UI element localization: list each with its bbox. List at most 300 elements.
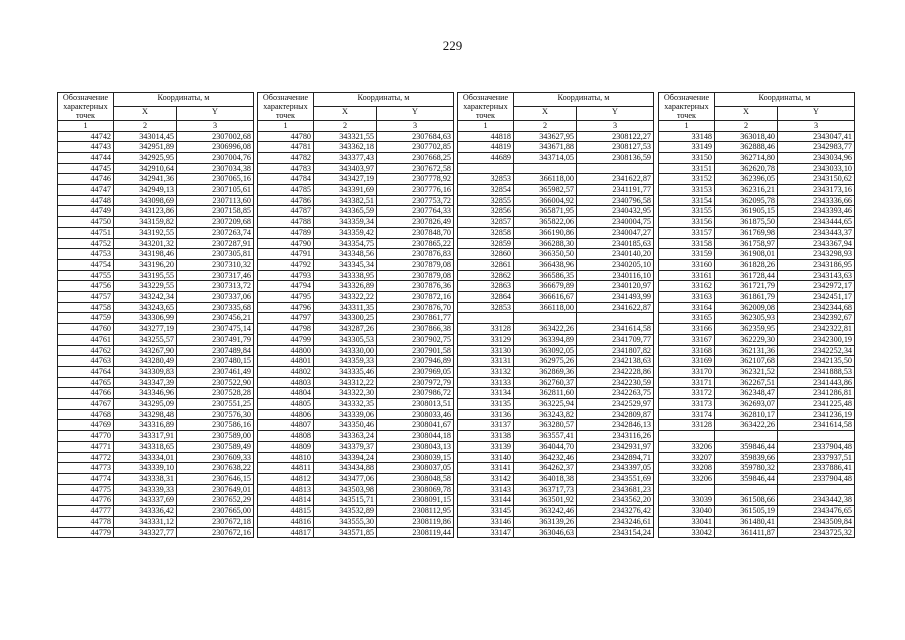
y-cell: 2307652,29 (177, 495, 254, 506)
x-cell: 362811,60 (514, 388, 577, 399)
x-cell: 361505,19 (715, 506, 778, 517)
y-cell: 2343442,38 (778, 495, 855, 506)
x-cell: 365871,95 (514, 206, 577, 217)
point-id-cell: 44763 (58, 356, 114, 367)
x-cell: 343503,98 (314, 484, 377, 495)
column-number-row (258, 121, 454, 132)
x-cell: 343317,91 (114, 431, 177, 442)
x-cell: 343201,32 (114, 238, 177, 249)
table-row (58, 506, 254, 517)
x-cell: 362760,37 (514, 377, 577, 388)
y-cell: 2343509,84 (778, 516, 855, 527)
y-cell: 2307576,30 (177, 409, 254, 420)
y-cell: 2308033,46 (377, 409, 454, 420)
x-header: X (114, 107, 177, 121)
y-cell: 2307528,28 (177, 388, 254, 399)
table-row (659, 495, 855, 506)
x-cell: 343427,19 (314, 174, 377, 185)
page-number: 229 (442, 38, 463, 53)
point-id-cell: 33206 (659, 441, 715, 452)
point-id-cell: 33146 (458, 516, 514, 527)
y-cell: 2337886,41 (778, 463, 855, 474)
y-cell: 2308048,58 (377, 474, 454, 485)
x-cell: 363225,94 (514, 399, 577, 410)
point-id-cell: 44746 (58, 174, 114, 185)
y-cell: 2307876,70 (377, 302, 454, 313)
column-number: 2 (314, 121, 377, 132)
x-cell: 343359,33 (314, 356, 377, 367)
point-id-cell: 44795 (258, 292, 314, 303)
table-row (458, 356, 654, 367)
table-row (58, 270, 254, 281)
point-id-cell: 33152 (659, 174, 715, 185)
y-cell: 2342300,19 (778, 334, 855, 345)
y-cell: 2307872,16 (377, 292, 454, 303)
point-id-cell: 33151 (659, 163, 715, 174)
column-number: 1 (659, 121, 715, 132)
table-row (458, 388, 654, 399)
point-id-cell: 44791 (258, 249, 314, 260)
x-cell: 343362,18 (314, 142, 377, 153)
y-cell: 2340140,20 (577, 249, 654, 260)
table-row (659, 356, 855, 367)
x-cell: 343287,26 (314, 324, 377, 335)
table-row (58, 474, 254, 485)
y-cell: 2343393,46 (778, 206, 855, 217)
point-id-cell: 44689 (458, 152, 514, 163)
x-cell: 365982,57 (514, 185, 577, 196)
x-cell: 366118,00 (514, 174, 577, 185)
point-id-cell: 44812 (258, 474, 314, 485)
x-cell: 366004,92 (514, 195, 577, 206)
table-row (58, 388, 254, 399)
y-cell: 2342529,97 (577, 399, 654, 410)
x-cell: 343555,30 (314, 516, 377, 527)
table-row (659, 452, 855, 463)
table-row (58, 292, 254, 303)
point-id-cell: 44767 (58, 399, 114, 410)
table-row (458, 463, 654, 474)
table-row (659, 302, 855, 313)
y-cell: 2342228,86 (577, 366, 654, 377)
point-id-cell: 44769 (58, 420, 114, 431)
y-cell: 2307879,08 (377, 270, 454, 281)
y-cell: 2307638,22 (177, 463, 254, 474)
y-cell (778, 484, 855, 495)
point-id-cell: 44782 (258, 152, 314, 163)
x-cell: 343332,35 (314, 399, 377, 410)
y-cell: 2341622,87 (577, 302, 654, 313)
table-row (258, 334, 454, 345)
table-row (659, 270, 855, 281)
column-number: 3 (177, 121, 254, 132)
column-number: 1 (58, 121, 114, 132)
table-row (659, 131, 855, 142)
x-cell: 343365,59 (314, 206, 377, 217)
x-cell: 343014,45 (114, 131, 177, 142)
table-row (659, 441, 855, 452)
table-row (659, 281, 855, 292)
x-cell: 343338,31 (114, 474, 177, 485)
y-cell: 2308069,78 (377, 484, 454, 495)
point-id-cell: 44758 (58, 302, 114, 313)
table-row (58, 131, 254, 142)
x-cell: 343339,06 (314, 409, 377, 420)
point-id-cell: 32856 (458, 206, 514, 217)
table-row (659, 463, 855, 474)
table-row (659, 249, 855, 260)
point-id-cell: 44801 (258, 356, 314, 367)
x-cell: 362714,80 (715, 152, 778, 163)
y-cell: 2343725,32 (778, 527, 855, 538)
table-row (458, 270, 654, 281)
y-cell: 2341493,99 (577, 292, 654, 303)
x-cell: 343339,33 (114, 484, 177, 495)
point-id-cell: 44792 (258, 259, 314, 270)
x-cell: 361875,50 (715, 217, 778, 228)
y-cell: 2341286,81 (778, 388, 855, 399)
point-id-cell: 33208 (659, 463, 715, 474)
y-header: Y (577, 107, 654, 121)
x-cell: 361861,79 (715, 292, 778, 303)
point-id-cell: 33172 (659, 388, 715, 399)
y-cell: 2307313,72 (177, 281, 254, 292)
table-row (58, 431, 254, 442)
y-cell: 2340205,10 (577, 259, 654, 270)
y-cell: 2307310,32 (177, 259, 254, 270)
point-id-cell: 33141 (458, 463, 514, 474)
x-cell: 343196,20 (114, 259, 177, 270)
point-id-cell: 33142 (458, 474, 514, 485)
y-cell: 2307456,21 (177, 313, 254, 324)
y-cell: 2308044,18 (377, 431, 454, 442)
table-row (458, 227, 654, 238)
point-id-cell: 44784 (258, 174, 314, 185)
point-id-cell: 33174 (659, 409, 715, 420)
table-row (458, 334, 654, 345)
y-cell: 2308112,95 (377, 506, 454, 517)
point-id-cell: 44762 (58, 345, 114, 356)
point-id-cell: 44787 (258, 206, 314, 217)
point-id-cell: 44752 (58, 238, 114, 249)
x-cell: 343327,77 (114, 527, 177, 538)
x-cell: 343229,55 (114, 281, 177, 292)
x-cell: 343434,88 (314, 463, 377, 474)
table-row (258, 527, 454, 538)
table-row (258, 495, 454, 506)
y-cell: 2343034,96 (778, 152, 855, 163)
table-row (458, 292, 654, 303)
point-id-cell: 33040 (659, 506, 715, 517)
column-number: 3 (377, 121, 454, 132)
column-number: 2 (114, 121, 177, 132)
point-id-cell: 33130 (458, 345, 514, 356)
y-cell: 2308127,53 (577, 142, 654, 153)
table-row (258, 484, 454, 495)
column-number-row (58, 121, 254, 132)
point-id-cell: 44742 (58, 131, 114, 142)
table-row (458, 185, 654, 196)
point-id-cell: 33129 (458, 334, 514, 345)
table-row (258, 463, 454, 474)
point-designation-header: Обозначение характерных точек (58, 93, 114, 121)
point-id-cell: 44744 (58, 152, 114, 163)
y-cell: 2307263,74 (177, 227, 254, 238)
point-id-cell: 32854 (458, 185, 514, 196)
point-id-cell: 32861 (458, 259, 514, 270)
point-id-cell: 44785 (258, 185, 314, 196)
y-cell: 2308013,51 (377, 399, 454, 410)
x-cell: 343316,89 (114, 420, 177, 431)
x-header: X (715, 107, 778, 121)
y-cell: 2342392,67 (778, 313, 855, 324)
header-row (58, 93, 254, 107)
point-id-cell: 44793 (258, 270, 314, 281)
table-row (659, 152, 855, 163)
table-row (58, 484, 254, 495)
table-row (58, 281, 254, 292)
table-row (458, 345, 654, 356)
point-id-cell: 44813 (258, 484, 314, 495)
y-cell: 2340004,75 (577, 217, 654, 228)
x-cell: 363394,89 (514, 334, 577, 345)
table-row (458, 195, 654, 206)
point-id-cell: 32859 (458, 238, 514, 249)
table-row (58, 302, 254, 313)
point-id-cell: 33171 (659, 377, 715, 388)
point-id-cell: 32857 (458, 217, 514, 228)
y-cell: 2307901,58 (377, 345, 454, 356)
x-cell: 366118,00 (514, 302, 577, 313)
y-cell: 2307776,16 (377, 185, 454, 196)
point-id-cell: 44778 (58, 516, 114, 527)
table-row (458, 131, 654, 142)
y-cell: 2307946,89 (377, 356, 454, 367)
column-number: 1 (258, 121, 314, 132)
x-cell: 361758,97 (715, 238, 778, 249)
x-cell: 343321,55 (314, 131, 377, 142)
point-id-cell: 44743 (58, 142, 114, 153)
table-row (458, 399, 654, 410)
x-cell: 343346,96 (114, 388, 177, 399)
table-row (258, 142, 454, 153)
y-cell: 2307764,33 (377, 206, 454, 217)
table-row (58, 377, 254, 388)
table-row (58, 420, 254, 431)
coordinates-header: Координаты, м (114, 93, 254, 107)
point-id-cell: 44770 (58, 431, 114, 442)
x-cell: 362095,78 (715, 195, 778, 206)
table-row (458, 313, 654, 324)
point-id-cell: 33131 (458, 356, 514, 367)
point-id-cell: 44806 (258, 409, 314, 420)
y-cell: 2307475,14 (177, 324, 254, 335)
x-header: X (314, 107, 377, 121)
point-id-cell: 33149 (659, 142, 715, 153)
table-row (659, 238, 855, 249)
table-row (58, 174, 254, 185)
x-cell: 361728,44 (715, 270, 778, 281)
point-id-cell: 33159 (659, 249, 715, 260)
table-row (258, 441, 454, 452)
point-id-cell: 44814 (258, 495, 314, 506)
x-cell: 343363,24 (314, 431, 377, 442)
x-cell: 343322,22 (314, 292, 377, 303)
table-row (659, 484, 855, 495)
point-id-cell: 32858 (458, 227, 514, 238)
table-row (659, 334, 855, 345)
header-row (258, 93, 454, 107)
table-row (258, 185, 454, 196)
table-row (659, 516, 855, 527)
coordinates-table (57, 92, 254, 538)
x-cell: 342941,36 (114, 174, 177, 185)
point-id-cell: 33138 (458, 431, 514, 442)
y-cell: 2307589,49 (177, 441, 254, 452)
point-id-cell: 44781 (258, 142, 314, 153)
y-cell: 2343033,10 (778, 163, 855, 174)
table-row (58, 399, 254, 410)
table-row (258, 345, 454, 356)
x-cell (514, 163, 577, 174)
table-row (458, 366, 654, 377)
point-id-cell: 33039 (659, 495, 715, 506)
x-cell: 366438,96 (514, 259, 577, 270)
table-row (659, 217, 855, 228)
x-cell: 362107,68 (715, 356, 778, 367)
x-cell: 343330,00 (314, 345, 377, 356)
table-row (258, 409, 454, 420)
point-id-cell: 33161 (659, 270, 715, 281)
point-id-cell: 44745 (58, 163, 114, 174)
point-id-cell: 44798 (258, 324, 314, 335)
point-id-cell: 33135 (458, 399, 514, 410)
table-row (258, 270, 454, 281)
table-row (258, 302, 454, 313)
x-cell: 343306,99 (114, 313, 177, 324)
point-id-cell: 44777 (58, 506, 114, 517)
table-row (458, 206, 654, 217)
table-row (659, 292, 855, 303)
table-row (258, 281, 454, 292)
point-id-cell: 44811 (258, 463, 314, 474)
y-cell: 2307609,33 (177, 452, 254, 463)
y-cell: 2307209,68 (177, 217, 254, 228)
y-cell: 2343143,63 (778, 270, 855, 281)
point-id-cell: 33166 (659, 324, 715, 335)
table-row (258, 163, 454, 174)
x-cell: 342951,89 (114, 142, 177, 153)
x-cell: 343298,48 (114, 409, 177, 420)
y-cell: 2308119,86 (377, 516, 454, 527)
point-id-cell: 33168 (659, 345, 715, 356)
y-cell: 2343681,23 (577, 484, 654, 495)
x-cell: 362888,46 (715, 142, 778, 153)
table-row (258, 324, 454, 335)
coordinates-header: Координаты, м (715, 93, 855, 107)
x-cell: 343394,24 (314, 452, 377, 463)
table-row (659, 206, 855, 217)
y-cell: 2307753,72 (377, 195, 454, 206)
x-cell: 361908,01 (715, 249, 778, 260)
point-id-cell: 33163 (659, 292, 715, 303)
x-cell: 343347,39 (114, 377, 177, 388)
table-row (458, 420, 654, 431)
x-cell: 362620,78 (715, 163, 778, 174)
table-row (458, 217, 654, 228)
column-number: 3 (778, 121, 855, 132)
point-id-cell: 44788 (258, 217, 314, 228)
x-cell: 361411,87 (715, 527, 778, 538)
point-id-cell: 33042 (659, 527, 715, 538)
y-cell: 2308091,15 (377, 495, 454, 506)
x-cell: 363501,92 (514, 495, 577, 506)
x-cell: 343345,34 (314, 259, 377, 270)
x-cell: 362975,26 (514, 356, 577, 367)
table-row (458, 377, 654, 388)
y-cell: 2340432,95 (577, 206, 654, 217)
point-id-cell: 44818 (458, 131, 514, 142)
table-row (258, 431, 454, 442)
point-id-cell: 44751 (58, 227, 114, 238)
point-id-cell: 33154 (659, 195, 715, 206)
point-id-cell: 33150 (659, 152, 715, 163)
y-cell: 2307876,36 (377, 281, 454, 292)
point-id-cell: 33155 (659, 206, 715, 217)
y-cell: 2341443,86 (778, 377, 855, 388)
point-id-cell: 44819 (458, 142, 514, 153)
column-number-row (458, 121, 654, 132)
table-row (58, 345, 254, 356)
y-cell: 2337937,51 (778, 452, 855, 463)
table-row (458, 441, 654, 452)
table-row (258, 259, 454, 270)
point-id-cell: 33145 (458, 506, 514, 517)
y-cell: 2343150,62 (778, 174, 855, 185)
table-row (659, 474, 855, 485)
point-id-cell: 44797 (258, 313, 314, 324)
coordinates-header: Координаты, м (514, 93, 654, 107)
table-row (659, 506, 855, 517)
table-row (258, 356, 454, 367)
y-cell: 2307876,83 (377, 249, 454, 260)
y-cell: 2308041,67 (377, 420, 454, 431)
point-id-cell: 44779 (58, 527, 114, 538)
point-id-cell: 33128 (458, 324, 514, 335)
y-cell: 2343336,66 (778, 195, 855, 206)
x-cell: 343255,57 (114, 334, 177, 345)
x-cell: 359846,44 (715, 441, 778, 452)
table-row (659, 185, 855, 196)
x-cell: 363092,05 (514, 345, 577, 356)
y-cell: 2307158,85 (177, 206, 254, 217)
x-cell (715, 484, 778, 495)
point-id-cell: 44786 (258, 195, 314, 206)
table-row (58, 238, 254, 249)
point-id-cell: 33137 (458, 420, 514, 431)
y-cell: 2307287,91 (177, 238, 254, 249)
y-cell: 2307337,06 (177, 292, 254, 303)
y-cell: 2307902,75 (377, 334, 454, 345)
y-cell: 2308039,15 (377, 452, 454, 463)
y-cell: 2307649,01 (177, 484, 254, 495)
point-id-cell: 44794 (258, 281, 314, 292)
point-id-cell: 32863 (458, 281, 514, 292)
point-id-cell: 44755 (58, 270, 114, 281)
point-id-cell: 44802 (258, 366, 314, 377)
y-cell: 2342138,63 (577, 356, 654, 367)
y-cell: 2307672,16 (177, 527, 254, 538)
